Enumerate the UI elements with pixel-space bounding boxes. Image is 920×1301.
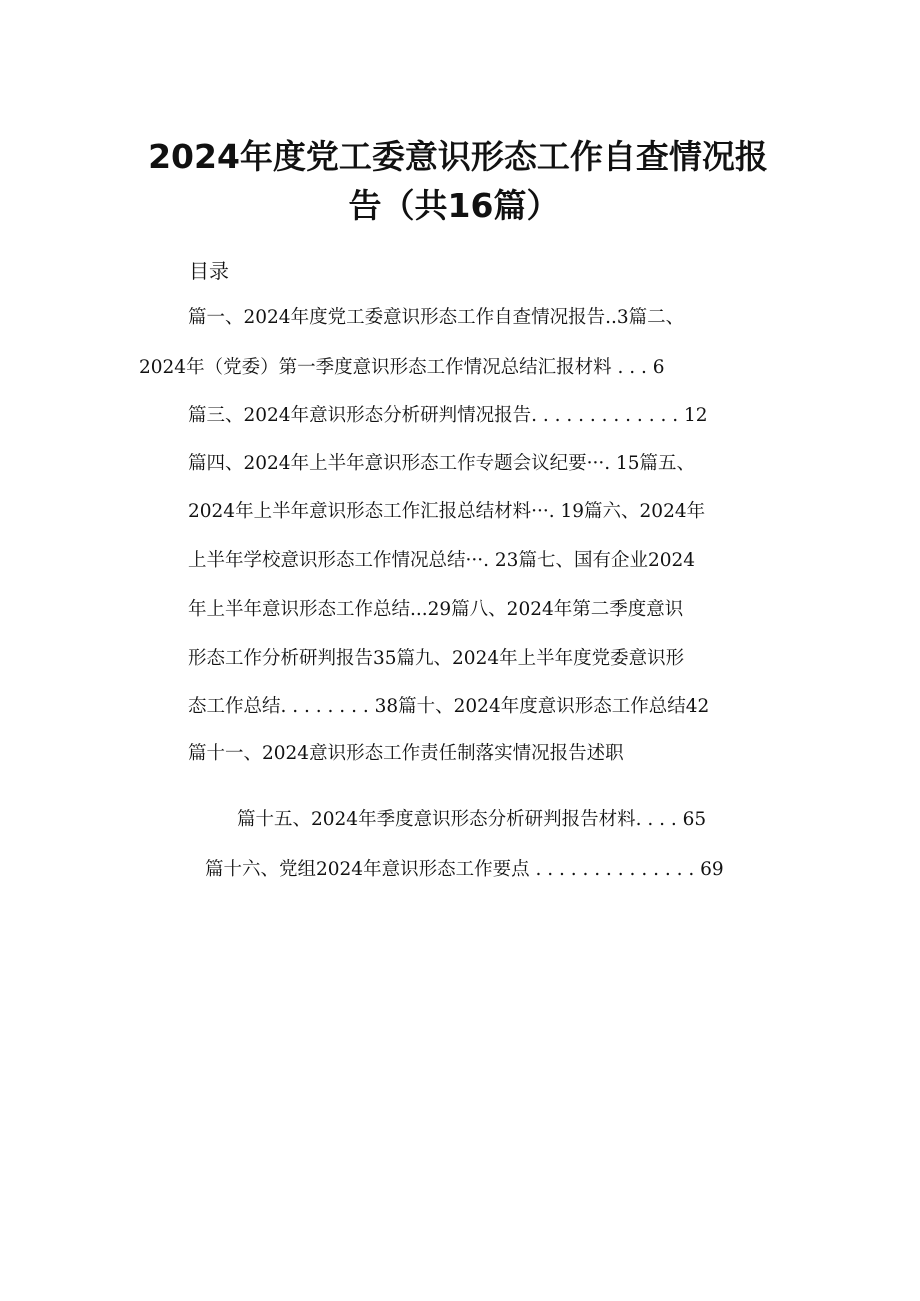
- toc-line: 年上半年意识形态工作总结...29篇八、2024年第二季度意识: [188, 599, 684, 620]
- toc-line: 2024年（党委）第一季度意识形态工作情况总结汇报材料 . . . 6: [139, 357, 665, 378]
- toc-line: 2024年上半年意识形态工作汇报总结材料···. 19篇六、2024年: [188, 501, 706, 522]
- toc-line: 上半年学校意识形态工作情况总结···. 23篇七、国有企业2024: [188, 550, 696, 571]
- document-title-line-2: 告（共16篇）: [348, 186, 560, 225]
- toc-line: 篇四、2024年上半年意识形态工作专题会议纪要···. 15篇五、: [188, 453, 696, 474]
- toc-line: 篇十一、2024意识形态工作责任制落实情况报告述职: [188, 743, 624, 764]
- toc-line: 态工作总结. . . . . . . . 38篇十、2024年度意识形态工作总结42: [188, 696, 710, 717]
- document-title-line-1: 2024年度党工委意识形态工作自查情况报: [148, 137, 768, 176]
- toc-line: 篇一、2024年度党工委意识形态工作自查情况报告..3篇二、: [188, 307, 685, 328]
- toc-heading: 目录: [189, 259, 229, 283]
- toc-line: 篇十五、2024年季度意识形态分析研判报告材料. . . . 65: [237, 809, 707, 830]
- toc-line: 篇三、2024年意识形态分析研判情况报告. . . . . . . . . . . . . 12: [188, 405, 708, 426]
- toc-line: 形态工作分析研判报告35篇九、2024年上半年度党委意识形: [188, 648, 685, 669]
- toc-line: 篇十六、党组2024年意识形态工作要点 . . . . . . . . . . . . . . 69: [205, 859, 724, 880]
